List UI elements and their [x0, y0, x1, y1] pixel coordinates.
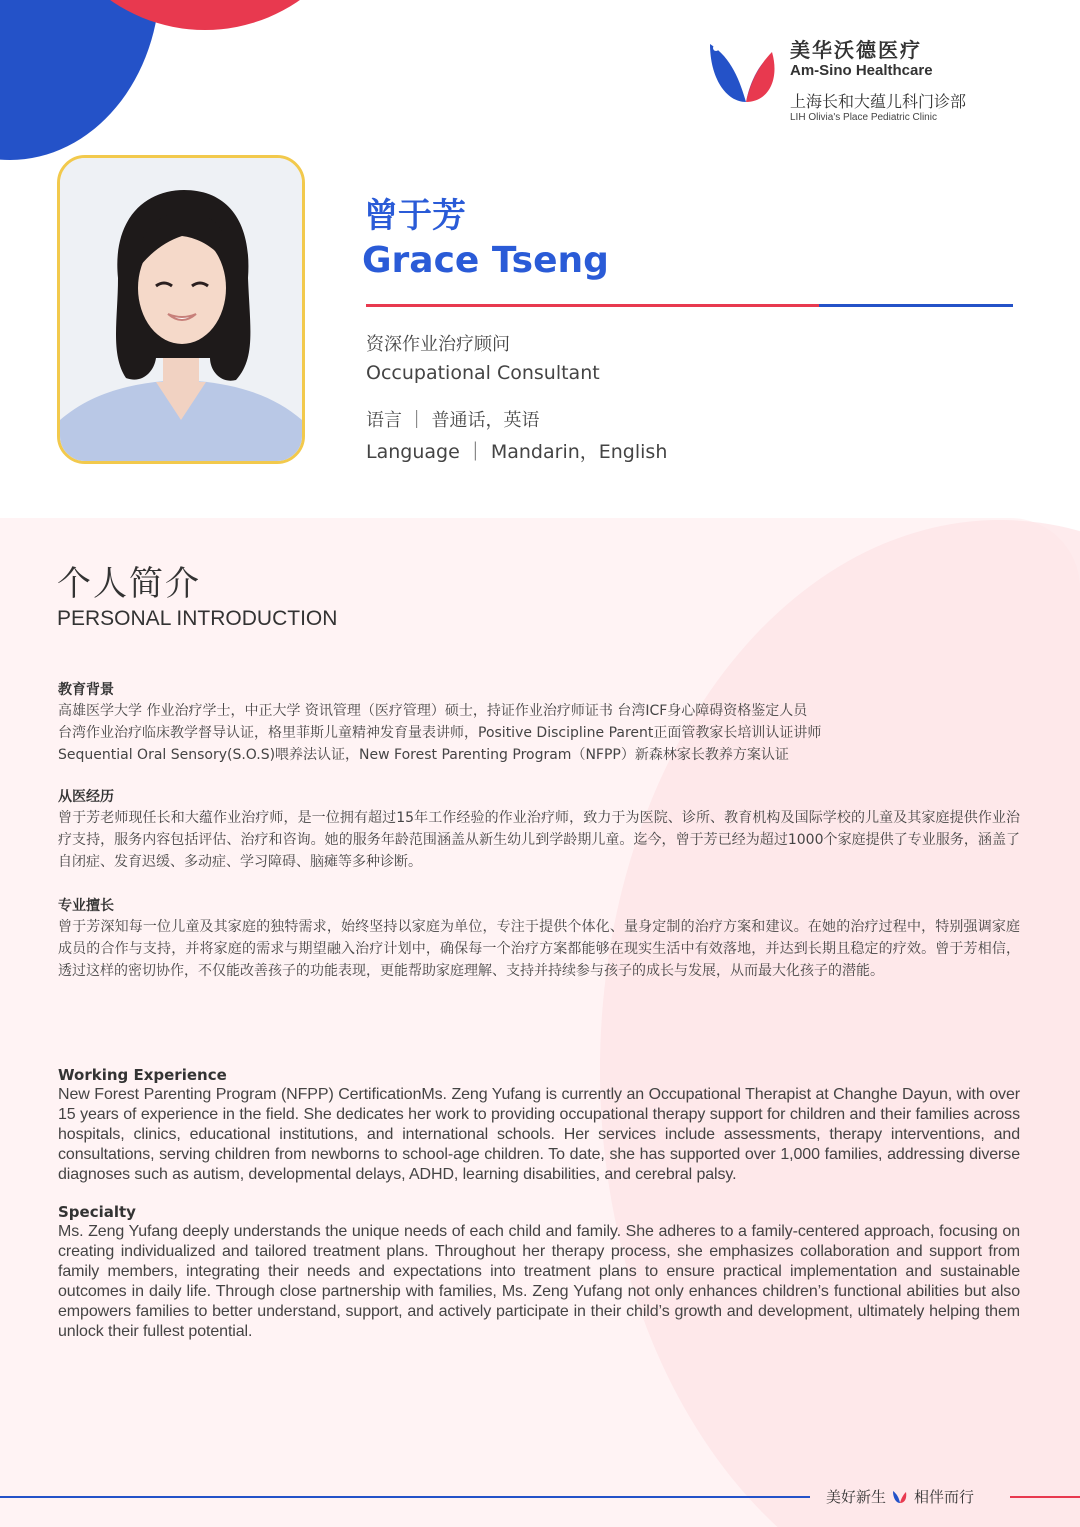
job-title-cn: 资深作业治疗顾问: [366, 334, 510, 355]
experience-cn-text: 曾于芳老师现任长和大蕴作业治疗师，是一位拥有超过15年工作经验的作业治疗师，致力于为医院、诊所、教育机构及国际学校的儿童及其家庭提供作业治疗支持，服务内容包括评估、治疗和咨询。她的服务年龄范围涵盖从新生幼儿到学龄期儿童。迄今，曾于芳已经为超过1000个家庭提供了专业服务，涵盖了自闭症、发育迟缓、多动症、学习障碍、脑瘫等多种诊断。: [58, 810, 1020, 870]
job-title-en: Occupational Consultant: [366, 362, 600, 384]
footer-line-blue: [0, 1496, 810, 1498]
butterfly-icon: [892, 1490, 908, 1504]
specialty-en-text: Ms. Zeng Yufang deeply understands the unique needs of each child and family. She adheres to a family-centered approach, focusing on creating individualized and tailored treatment plans. Throughout her therapy process, she emphasizes collaboration and support from family members, integrating their needs and expectations into treatment plans to ensure practical implementation and sustainable outcomes in daily life. Through close partnership with families, Ms. Zeng Yufang not only enhances children’s functional abilities but also empowers families to better understand, support, and actively participate in their child’s growth and development, ultimately helping them unlock their fullest potential.: [58, 1223, 1020, 1340]
clinic-name-cn: 上海长和大蕴儿科门诊部: [790, 92, 967, 111]
education-line: Sequential Oral Sensory(S.O.S)喂养法认证，New Forest Parenting Program（NFPP）新森林家长教养方案认证: [58, 747, 789, 763]
doctor-name-en: Grace Tseng: [362, 240, 609, 281]
specialty-en-title: Specialty: [58, 1203, 136, 1221]
specialty-cn-title: 专业擅长: [58, 898, 114, 914]
portrait-image: [60, 158, 302, 461]
language-en: Language ｜ Mandarin，English: [366, 441, 668, 463]
clinic-name-en: LIH Olivia's Place Pediatric Clinic: [790, 112, 937, 123]
experience-cn-title: 从医经历: [58, 789, 114, 805]
brand-name-cn: 美华沃德医疗: [790, 38, 922, 62]
education-line: 高雄医学大学 作业治疗学士，中正大学 资讯管理（医疗管理）硕士，持证作业治疗师证书 台湾ICF身心障碍资格鉴定人员: [58, 703, 808, 719]
language-cn: 语言 ｜ 普通话，英语: [366, 410, 540, 431]
education-section: [58, 680, 1020, 766]
experience-en-section: [58, 1065, 1020, 1185]
footer-slogan-right: 相伴而行: [914, 1488, 975, 1506]
specialty-cn-section: [58, 896, 1020, 982]
intro-heading-en: PERSONAL INTRODUCTION: [57, 607, 338, 630]
experience-cn-section: [58, 787, 1020, 873]
brand-logo: [706, 34, 1036, 134]
intro-heading-cn: 个人简介: [57, 564, 201, 604]
doctor-name-cn: 曾于芳: [364, 196, 466, 236]
footer-slogan: [826, 1486, 974, 1507]
profile-photo: [57, 155, 305, 464]
brand-name-en: Am-Sino Healthcare: [790, 62, 933, 79]
experience-en-text: New Forest Parenting Program (NFPP) CertificationMs. Zeng Yufang is currently an Occupational Therapist at Changhe Dayun, with over 15 years of experience in the field. She dedicates her work to providing occupational therapy support for children and their families across hospitals, clinics, educational institutions, and international schools. Her services include assessments, therapy interventions, and consultations, serving children from newborns to school-age children. To date, she has supported over 1,000 families, addressing diverse diagnoses such as autism, developmental delays, ADHD, learning disabilities, and cerebral palsy.: [58, 1086, 1020, 1183]
footer-slogan-left: 美好新生: [826, 1488, 887, 1506]
footer-line-red: [1010, 1496, 1080, 1498]
specialty-cn-text: 曾于芳深知每一位儿童及其家庭的独特需求，始终坚持以家庭为单位，专注于提供个体化、量身定制的治疗方案和建议。在她的治疗过程中，特别强调家庭成员的合作与支持，并将家庭的需求与期望融入治疗计划中，确保每一个治疗方案都能够在现实生活中有效落地，并达到长期且稳定的疗效。曾于芳相信，透过这样的密切协作，不仅能改善孩子的功能表现，更能帮助家庭理解、支持并持续参与孩子的成长与发展，从而最大化孩子的潜能。: [58, 919, 1020, 979]
butterfly-logo-icon: [706, 38, 780, 104]
education-title: 教育背景: [58, 682, 114, 698]
corner-decoration-blue: [0, 0, 160, 160]
education-line: 台湾作业治疗临床教学督导认证，格里菲斯儿童精神发育量表讲师，Positive Discipline Parent正面管教家长培训认证讲师: [58, 725, 822, 741]
specialty-en-section: [58, 1202, 1020, 1342]
experience-en-title: Working Experience: [58, 1066, 227, 1084]
name-divider: [366, 304, 1013, 307]
